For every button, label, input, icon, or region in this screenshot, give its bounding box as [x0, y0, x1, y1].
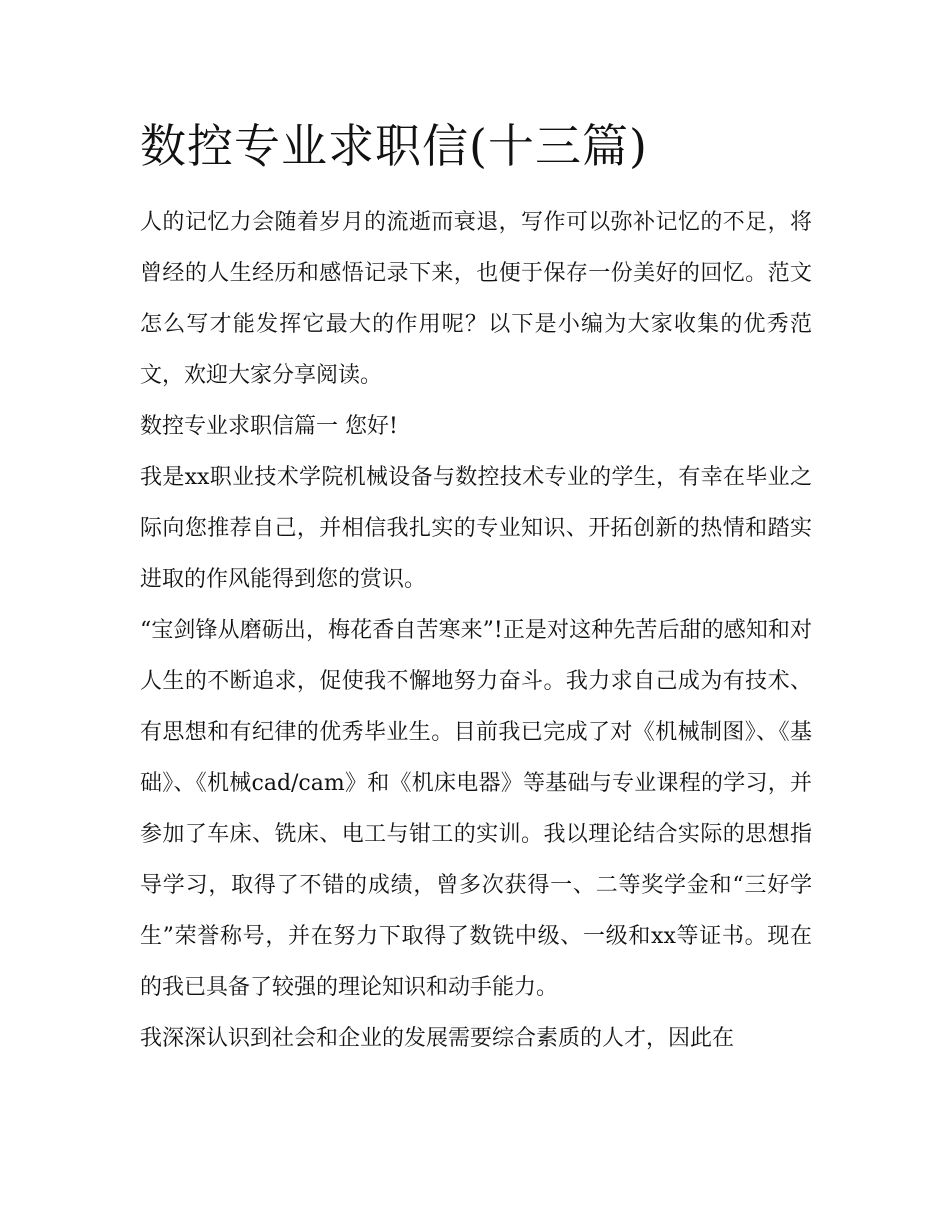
document-title: 数控专业求职信(十三篇): [140, 119, 648, 173]
self-introduction-paragraph: 我是xx职业技术学院机械设备与数控技术专业的学生，有幸在毕业之际向您推荐自己，并相信我扎实的专业知识、开拓创新的热情和踏实进取的作风能得到您的赏识。: [140, 465, 812, 592]
document-body: [140, 197, 812, 1064]
letter-heading-greeting: 数控专业求职信篇一 您好!: [140, 414, 398, 439]
education-paragraph: “宝剑锋从磨砺出，梅花香自苦寒来”!正是对这种先苦后甜的感知和对人生的不断追求，促使我不懈地努力奋斗。我力求自己成为有技术、有思想和有纪律的优秀毕业生。目前我已完成了对《机械制图》、《基础》、《机械cad/cam》和《机床电器》等基础与专业课程的学习，并参加了车床、铣床、电工与钳工的实训。我以理论结合实际的思想指导学习，取得了不错的成绩，曾多次获得一、二等奖学金和“三好学生”荣誉称号，并在努力下取得了数铣中级、一级和xx等证书。现在的我已具备了较强的理论知识和动手能力。: [140, 618, 812, 1000]
intro-paragraph: 人的记忆力会随着岁月的流逝而衰退，写作可以弥补记忆的不足，将曾经的人生经历和感悟记录下来，也便于保存一份美好的回忆。范文怎么写才能发挥它最大的作用呢？以下是小编为大家收集的优秀范文，欢迎大家分享阅读。: [140, 210, 812, 388]
continuation-paragraph: 我深深认识到社会和企业的发展需要综合素质的人才，因此在: [140, 1026, 735, 1051]
